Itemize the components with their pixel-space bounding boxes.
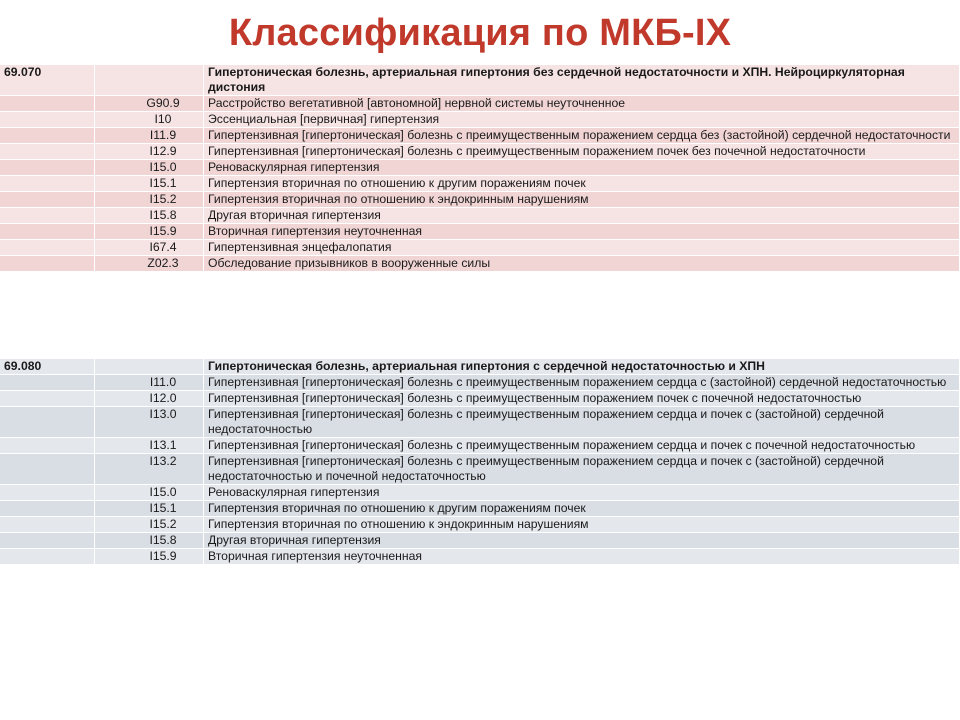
empty-cell <box>0 192 95 208</box>
table-row <box>0 501 960 517</box>
icd-code: I15.8 <box>95 208 204 224</box>
icd-code: G90.9 <box>95 96 204 112</box>
empty-cell <box>0 407 95 438</box>
table-row <box>0 375 960 391</box>
diagnosis-text: Реноваскулярная гипертензия <box>204 485 960 501</box>
table-row <box>0 96 960 112</box>
empty-cell <box>0 160 95 176</box>
diagnosis-text: Гипертензивная [гипертоническая] болезнь с преимущественным поражением почек с почечной недостаточностью <box>204 391 960 407</box>
diagnosis-text: Гипертензивная [гипертоническая] болезнь с преимущественным поражением почек без почечной недостаточности <box>204 144 960 160</box>
icd-code: I13.0 <box>95 407 204 438</box>
diagnosis-text: Гипертензия вторичная по отношению к эндокринным нарушениям <box>204 517 960 533</box>
empty-cell <box>0 240 95 256</box>
table-row <box>0 438 960 454</box>
empty-cell <box>0 533 95 549</box>
table-row <box>0 176 960 192</box>
icd-code: I15.0 <box>95 160 204 176</box>
table-row <box>0 112 960 128</box>
diagnosis-text: Гипертензия вторичная по отношению к другим поражениям почек <box>204 501 960 517</box>
table-row <box>0 160 960 176</box>
empty-cell <box>0 112 95 128</box>
diagnosis-text: Эссенциальная [первичная] гипертензия <box>204 112 960 128</box>
empty-cell <box>0 128 95 144</box>
table-row <box>0 208 960 224</box>
icd-code: Z02.3 <box>95 256 204 272</box>
diagnosis-text: Гипертензия вторичная по отношению к эндокринным нарушениям <box>204 192 960 208</box>
icd-table-section-2 <box>0 359 960 565</box>
icd-code: I10 <box>95 112 204 128</box>
section-heading-row <box>0 65 960 96</box>
icd-code: I13.2 <box>95 454 204 485</box>
table-row <box>0 533 960 549</box>
empty-cell <box>0 144 95 160</box>
diagnosis-text: Вторичная гипертензия неуточненная <box>204 549 960 565</box>
empty-cell <box>0 485 95 501</box>
table-body <box>0 65 960 272</box>
table-row <box>0 454 960 485</box>
empty-cell <box>0 517 95 533</box>
diagnosis-text: Обследование призывников в вооруженные силы <box>204 256 960 272</box>
empty-cell <box>0 454 95 485</box>
icd-code: I15.1 <box>95 501 204 517</box>
table-row <box>0 144 960 160</box>
empty-cell <box>0 224 95 240</box>
empty-cell <box>0 208 95 224</box>
empty-cell <box>0 549 95 565</box>
icd-code: I15.9 <box>95 224 204 240</box>
table-row <box>0 240 960 256</box>
table-body <box>0 359 960 565</box>
icd-code: I13.1 <box>95 438 204 454</box>
icd-code: I15.9 <box>95 549 204 565</box>
table-row <box>0 549 960 565</box>
empty-cell <box>95 359 204 375</box>
table-row <box>0 224 960 240</box>
icd-code: I11.9 <box>95 128 204 144</box>
diagnosis-text: Реноваскулярная гипертензия <box>204 160 960 176</box>
empty-cell <box>95 65 204 96</box>
section-heading: Гипертоническая болезнь, артериальная гипертония с сердечной недостаточностью и ХПН <box>204 359 960 375</box>
diagnosis-text: Вторичная гипертензия неуточненная <box>204 224 960 240</box>
icd-code: I67.4 <box>95 240 204 256</box>
icd-code: I11.0 <box>95 375 204 391</box>
diagnosis-text: Другая вторичная гипертензия <box>204 533 960 549</box>
section-heading-row <box>0 359 960 375</box>
icd-code: I12.0 <box>95 391 204 407</box>
empty-cell <box>0 501 95 517</box>
diagnosis-text: Гипертензивная [гипертоническая] болезнь с преимущественным поражением сердца и почек с (застойной) сердечной недостаточностью <box>204 407 960 438</box>
diagnosis-text: Гипертензивная [гипертоническая] болезнь с преимущественным поражением сердца и почек с почечной недостаточностью <box>204 438 960 454</box>
icd-table-section-1 <box>0 65 960 272</box>
icd-code: I15.2 <box>95 517 204 533</box>
section-code: 69.070 <box>0 65 95 96</box>
table-row <box>0 256 960 272</box>
empty-cell <box>0 96 95 112</box>
section-heading: Гипертоническая болезнь, артериальная гипертония без сердечной недостаточности и ХПН. Нейроциркуляторная дистония <box>204 65 960 96</box>
empty-cell <box>0 375 95 391</box>
table-row <box>0 192 960 208</box>
section-code: 69.080 <box>0 359 95 375</box>
table-row <box>0 407 960 438</box>
diagnosis-text: Гипертензия вторичная по отношению к другим поражениям почек <box>204 176 960 192</box>
diagnosis-text: Гипертензивная [гипертоническая] болезнь с преимущественным поражением сердца с (застойной) сердечной недостаточностью <box>204 375 960 391</box>
icd-code: I15.1 <box>95 176 204 192</box>
icd-code: I15.0 <box>95 485 204 501</box>
empty-cell <box>0 438 95 454</box>
icd-code: I15.2 <box>95 192 204 208</box>
table-row <box>0 128 960 144</box>
page-title: Классификация по МКБ-IX <box>228 12 732 54</box>
table-row <box>0 485 960 501</box>
empty-cell <box>0 256 95 272</box>
icd-code: I12.9 <box>95 144 204 160</box>
icd-code: I15.8 <box>95 533 204 549</box>
table-row <box>0 391 960 407</box>
diagnosis-text: Расстройство вегетативной [автономной] нервной системы неуточненное <box>204 96 960 112</box>
diagnosis-text: Гипертензивная [гипертоническая] болезнь с преимущественным поражением сердца без (застойной) сердечной недостаточности <box>204 128 960 144</box>
diagnosis-text: Гипертензивная [гипертоническая] болезнь с преимущественным поражением сердца и почек с (застойной) сердечной недостаточностью и почечной недостаточностью <box>204 454 960 485</box>
table-row <box>0 517 960 533</box>
diagnosis-text: Гипертензивная энцефалопатия <box>204 240 960 256</box>
empty-cell <box>0 391 95 407</box>
diagnosis-text: Другая вторичная гипертензия <box>204 208 960 224</box>
empty-cell <box>0 176 95 192</box>
